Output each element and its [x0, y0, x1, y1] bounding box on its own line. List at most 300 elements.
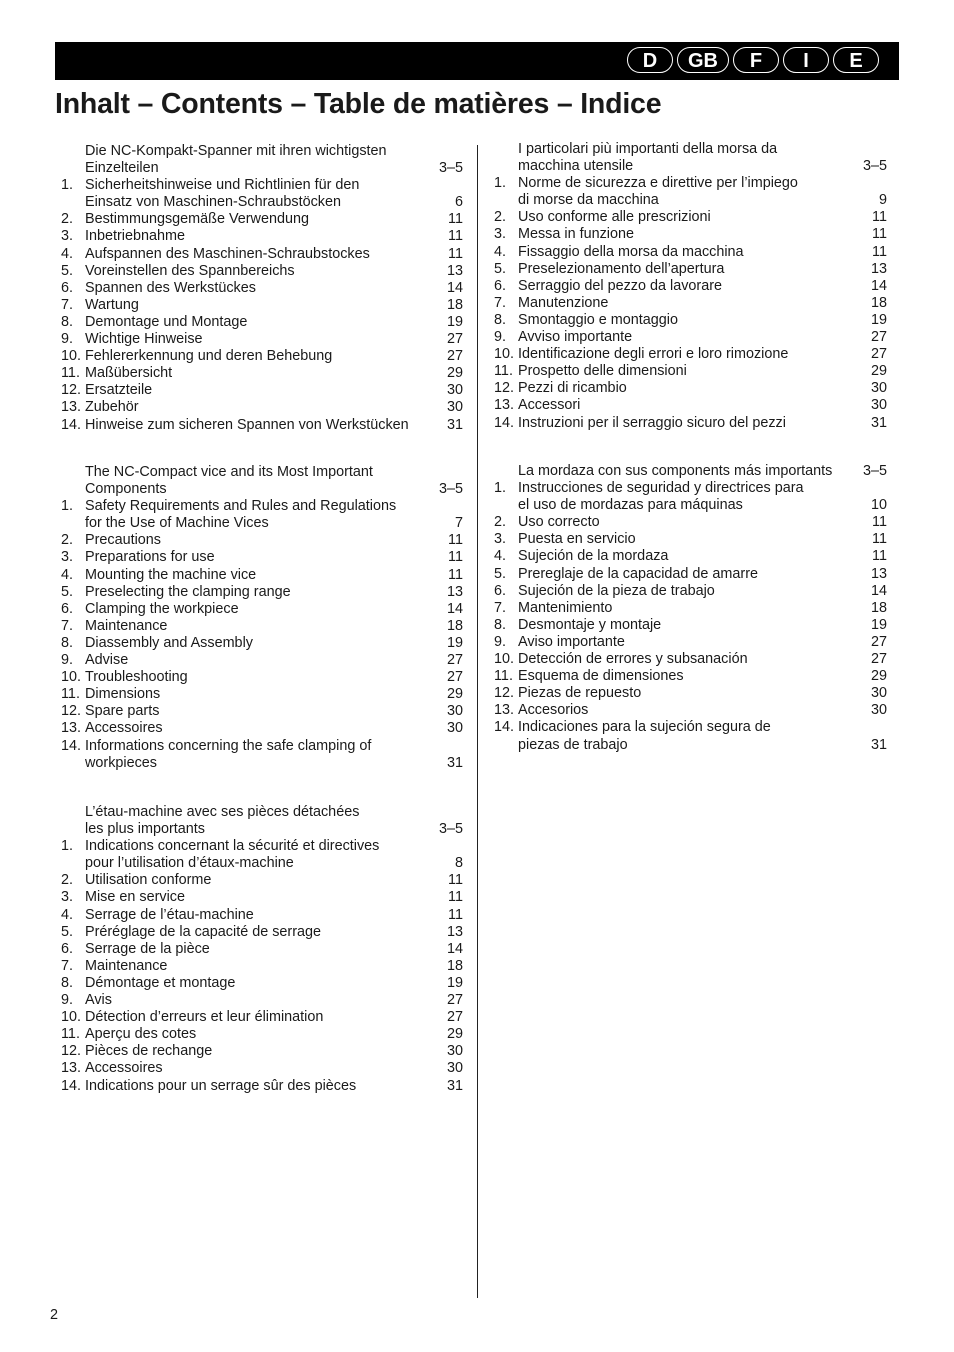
toc-entry-title: pour l’utilisation d’étaux-machine	[85, 855, 294, 872]
toc-entry-title: Einsatz von Maschinen-Schraubstöcken	[85, 194, 341, 211]
toc-entry-title: Fehlererkennung und deren Behebung	[85, 348, 333, 365]
toc-entry-title: Advise	[85, 652, 129, 669]
toc-page-number: 13	[446, 583, 463, 600]
toc-entry-number: 1.	[494, 480, 507, 497]
toc-entry-number: 9.	[494, 329, 507, 346]
toc-entry[interactable]	[488, 329, 887, 346]
toc-entry-number: 5.	[494, 565, 507, 582]
toc-page-number: 18	[870, 294, 887, 311]
toc-entry[interactable]	[55, 382, 463, 399]
toc-entry-number: 4.	[61, 566, 74, 583]
toc-entry[interactable]	[55, 515, 463, 532]
toc-entry-number: 13.	[494, 702, 515, 719]
toc-intro-line	[55, 481, 463, 498]
toc-entry-number: 7.	[61, 957, 74, 974]
toc-entry[interactable]	[55, 755, 463, 772]
toc-page-number: 27	[870, 346, 887, 363]
toc-page-number: 11	[872, 514, 887, 531]
toc-page-number: 19	[446, 974, 463, 991]
toc-entry-number: 3.	[61, 549, 74, 566]
toc-entry[interactable]	[55, 635, 463, 652]
toc-page-number: 30	[446, 1060, 463, 1077]
toc-entry[interactable]	[488, 668, 887, 685]
toc-page-number: 14	[446, 940, 463, 957]
toc-entry[interactable]	[488, 244, 887, 261]
toc-page-number: 30	[446, 399, 463, 416]
toc-entry[interactable]	[488, 685, 887, 702]
toc-page-number: 19	[446, 313, 463, 330]
toc-entry-number: 4.	[61, 245, 74, 262]
toc-page-number: 7	[454, 515, 463, 532]
toc-entry[interactable]	[55, 601, 463, 618]
toc-entry[interactable]	[55, 263, 463, 280]
toc-page-number: 14	[446, 600, 463, 617]
toc-page-number: 11	[448, 245, 463, 262]
toc-entry[interactable]	[55, 652, 463, 669]
toc-entry-title: Maßübersicht	[85, 365, 173, 382]
toc-page-number: 13	[870, 565, 887, 582]
toc-entry-number: 11.	[61, 686, 80, 703]
toc-entry[interactable]	[488, 719, 887, 736]
toc-entry-title: piezas de trabajo	[518, 736, 628, 753]
toc-entry[interactable]	[55, 498, 463, 515]
toc-intro-text: les plus importants	[85, 821, 205, 838]
toc-entry[interactable]	[55, 297, 463, 314]
toc-entry-title: Serrage de l’étau-machine	[85, 906, 254, 923]
toc-entry[interactable]	[55, 924, 463, 941]
toc-section-german	[55, 143, 463, 434]
toc-entry-number: 12.	[61, 382, 82, 399]
toc-page-number: 11	[448, 566, 463, 583]
toc-entry-title: Sicherheitshinweise und Richtlinien für den	[85, 177, 360, 194]
toc-page-number: 29	[446, 686, 463, 703]
toc-entry-number: 11.	[61, 1026, 80, 1043]
toc-entry-number: 8.	[61, 313, 74, 330]
toc-entry[interactable]	[488, 497, 887, 514]
toc-entry-number: 9.	[494, 633, 507, 650]
toc-entry-number: 10.	[61, 669, 82, 686]
toc-entry-number: 6.	[494, 277, 507, 294]
column-divider	[477, 145, 478, 1298]
toc-entry[interactable]	[488, 363, 887, 380]
toc-entry-title: Aufspannen des Maschinen-Schraubstockes	[85, 245, 370, 262]
toc-entry-title: Accesorios	[518, 702, 589, 719]
toc-entry-title: Pièces de rechange	[85, 1043, 213, 1060]
toc-entry-title: Hinweise zum sicheren Spannen von Werkstücken	[85, 416, 409, 433]
toc-entry[interactable]	[55, 228, 463, 245]
toc-entry-title: Sujeción de la pieza de trabajo	[518, 582, 715, 599]
language-badge-f[interactable]: F	[733, 47, 779, 73]
toc-entry-number: 4.	[61, 906, 74, 923]
toc-entry[interactable]	[488, 397, 887, 414]
toc-page-number: 31	[446, 1077, 463, 1094]
toc-entry[interactable]	[55, 348, 463, 365]
toc-entry-number: 1.	[61, 838, 74, 855]
toc-entry-number: 3.	[494, 531, 507, 548]
toc-page-number: 30	[870, 397, 887, 414]
toc-entry[interactable]	[55, 365, 463, 382]
toc-entry-number: 2.	[61, 211, 74, 228]
toc-entry-title: Pezzi di ricambio	[518, 380, 627, 397]
toc-entry[interactable]	[55, 532, 463, 549]
toc-page-number: 27	[870, 329, 887, 346]
toc-entry[interactable]	[488, 192, 887, 209]
toc-entry-title: Indications pour un serrage sûr des pièces	[85, 1077, 357, 1094]
toc-section-italian	[488, 141, 887, 432]
toc-entry-title: Safety Requirements and Rules and Regulations	[85, 498, 397, 515]
toc-entry-title: Esquema de dimensiones	[518, 668, 684, 685]
toc-entry[interactable]	[488, 617, 887, 634]
toc-page-number: 29	[446, 365, 463, 382]
toc-entry-title: Aperçu des cotes	[85, 1026, 197, 1043]
toc-page-number: 27	[446, 669, 463, 686]
toc-intro-line	[55, 821, 463, 838]
toc-entry-title: Spannen des Werkstückes	[85, 279, 256, 296]
toc-entry-number: 4.	[494, 548, 507, 565]
toc-page-number: 31	[870, 414, 887, 431]
toc-entry-number: 14.	[61, 737, 82, 754]
toc-entry-title: Détection d’erreurs et leur élimination	[85, 1009, 324, 1026]
toc-entry-title: Clamping the workpiece	[85, 600, 239, 617]
toc-entry[interactable]	[488, 480, 887, 497]
toc-section-french	[55, 804, 463, 1095]
toc-entry-number: 1.	[494, 175, 507, 192]
page-title: Inhalt – Contents – Table de matières – Indice	[55, 88, 662, 120]
toc-page-number: 30	[446, 382, 463, 399]
toc-entry-title: di morse da macchina	[518, 192, 659, 209]
toc-entry-title: Spare parts	[85, 703, 160, 720]
toc-entry[interactable]	[55, 211, 463, 228]
toc-entry[interactable]	[55, 855, 463, 872]
toc-page-number: 30	[870, 380, 887, 397]
toc-entry-title: Smontaggio e montaggio	[518, 311, 679, 328]
toc-entry-number: 5.	[61, 262, 74, 279]
toc-entry[interactable]	[488, 295, 887, 312]
toc-entry[interactable]	[55, 618, 463, 635]
toc-page-number: 19	[446, 634, 463, 651]
toc-page-number: 31	[870, 736, 887, 753]
toc-entry-title: Démontage et montage	[85, 974, 236, 991]
toc-entry[interactable]	[488, 651, 887, 668]
toc-page-number: 13	[446, 262, 463, 279]
toc-page-number: 27	[870, 651, 887, 668]
toc-entry-number: 14.	[61, 416, 82, 433]
toc-entry-number: 6.	[61, 600, 74, 617]
toc-entry-title: Piezas de repuesto	[518, 685, 642, 702]
toc-entry[interactable]	[488, 583, 887, 600]
toc-page-number: 29	[446, 1026, 463, 1043]
toc-entry-title: el uso de mordazas para máquinas	[518, 497, 743, 514]
toc-entry-number: 1.	[61, 498, 74, 515]
toc-entry[interactable]	[55, 246, 463, 263]
toc-intro-text: macchina utensile	[518, 158, 634, 175]
toc-entry-number: 7.	[494, 599, 507, 616]
toc-page-number: 18	[446, 296, 463, 313]
toc-entry[interactable]	[488, 226, 887, 243]
toc-entry[interactable]	[488, 278, 887, 295]
toc-page-number: 11	[448, 872, 463, 889]
toc-entry-number: 14.	[494, 414, 515, 431]
toc-intro-line	[488, 463, 887, 480]
toc-entry[interactable]	[488, 415, 887, 432]
toc-intro-text: L’étau-machine avec ses pièces détachées	[85, 804, 360, 820]
toc-entry-number: 5.	[61, 923, 74, 940]
toc-intro-text: Die NC-Kompakt-Spanner mit ihren wichtigsten	[85, 143, 387, 159]
toc-entry-number: 8.	[494, 311, 507, 328]
toc-entry-number: 5.	[61, 583, 74, 600]
toc-entry[interactable]	[55, 1009, 463, 1026]
toc-entry-number: 9.	[61, 992, 74, 1009]
toc-entry-number: 11.	[61, 365, 80, 382]
toc-entry-number: 13.	[494, 397, 515, 414]
toc-page-number: 3–5	[438, 481, 463, 498]
toc-entry-title: Avis	[85, 992, 112, 1009]
toc-entry-title: Prospetto delle dimensioni	[518, 363, 687, 380]
page-number: 2	[50, 1307, 59, 1323]
toc-entry-number: 8.	[494, 616, 507, 633]
toc-page-number: 11	[872, 548, 887, 565]
toc-entry-number: 11.	[494, 363, 513, 380]
toc-entry[interactable]	[55, 1026, 463, 1043]
toc-entry-number: 8.	[61, 974, 74, 991]
toc-section-english	[55, 464, 463, 772]
toc-entry-title: Preselezionamento dell’apertura	[518, 260, 725, 277]
toc-entry[interactable]	[488, 737, 887, 754]
toc-page-number: 27	[446, 1009, 463, 1026]
toc-entry-title: Serraggio del pezzo da lavorare	[518, 277, 722, 294]
toc-entry[interactable]	[488, 175, 887, 192]
language-badge-gb[interactable]: GB	[677, 47, 729, 73]
toc-entry[interactable]	[55, 314, 463, 331]
toc-entry-title: Norme de sicurezza e direttive per l’impiego	[518, 175, 798, 192]
toc-entry-number: 6.	[494, 582, 507, 599]
toc-entry-title: Wichtige Hinweise	[85, 331, 203, 348]
toc-entry[interactable]	[55, 194, 463, 211]
toc-entry-number: 14.	[61, 1077, 82, 1094]
toc-page-number: 19	[870, 616, 887, 633]
toc-entry-title: Messa in funzione	[518, 226, 634, 243]
toc-entry-title: Precautions	[85, 532, 161, 549]
toc-entry-number: 13.	[61, 1060, 82, 1077]
toc-entry[interactable]	[55, 417, 463, 434]
toc-entry[interactable]	[55, 1060, 463, 1077]
toc-entry-title: Bestimmungsgemäße Verwendung	[85, 211, 309, 228]
toc-entry-number: 14.	[494, 719, 515, 736]
toc-entry-title: Accessori	[518, 397, 581, 414]
toc-page-number: 18	[446, 957, 463, 974]
toc-page-number: 14	[870, 582, 887, 599]
toc-page-number: 11	[448, 549, 463, 566]
toc-entry-title: Dimensions	[85, 686, 161, 703]
toc-intro-text: Components	[85, 481, 167, 498]
toc-entry-number: 7.	[494, 294, 507, 311]
toc-entry[interactable]	[55, 975, 463, 992]
toc-entry-title: Manutenzione	[518, 294, 609, 311]
toc-entry[interactable]	[55, 720, 463, 737]
toc-page-number: 11	[448, 532, 463, 549]
toc-page-number: 6	[454, 194, 463, 211]
toc-page-number: 11	[448, 228, 463, 245]
toc-entry-number: 7.	[61, 296, 74, 313]
toc-page-number: 31	[446, 416, 463, 433]
toc-page-number: 13	[446, 923, 463, 940]
toc-entry-title: Préréglage de la capacité de serrage	[85, 923, 321, 940]
toc-entry[interactable]	[488, 261, 887, 278]
toc-entry[interactable]	[55, 584, 463, 601]
toc-page-number: 11	[872, 209, 887, 226]
toc-entry[interactable]	[55, 177, 463, 194]
toc-entry-number: 10.	[61, 1009, 82, 1026]
toc-entry-number: 13.	[61, 399, 82, 416]
toc-intro-line	[55, 160, 463, 177]
toc-entry-title: Zubehör	[85, 399, 139, 416]
toc-entry[interactable]	[55, 331, 463, 348]
toc-entry[interactable]	[488, 634, 887, 651]
toc-intro-line	[488, 158, 887, 175]
toc-entry-number: 9.	[61, 331, 74, 348]
toc-page-number: 30	[446, 1043, 463, 1060]
toc-entry-number: 12.	[494, 685, 515, 702]
toc-entry-title: Informations concerning the safe clamping of	[85, 737, 372, 754]
toc-entry[interactable]	[55, 1043, 463, 1060]
toc-entry[interactable]	[488, 209, 887, 226]
toc-entry-title: Aviso importante	[518, 633, 625, 650]
toc-entry[interactable]	[488, 514, 887, 531]
toc-entry-title: Uso correcto	[518, 514, 600, 531]
toc-page-number: 3–5	[862, 463, 887, 479]
toc-entry-number: 10.	[494, 651, 515, 668]
toc-page-number: 19	[870, 311, 887, 328]
toc-entry-title: Instruzioni per il serraggio sicuro del pezzi	[518, 414, 786, 431]
toc-page-number: 11	[448, 906, 463, 923]
toc-entry-title: Puesta en servicio	[518, 531, 636, 548]
toc-entry-title: Troubleshooting	[85, 669, 188, 686]
toc-intro-line	[488, 141, 887, 158]
toc-entry-number: 10.	[494, 346, 515, 363]
toc-page-number: 29	[870, 363, 887, 380]
toc-entry-title: Ersatzteile	[85, 382, 153, 399]
toc-entry-number: 11.	[494, 668, 513, 685]
toc-entry-title: Maintenance	[85, 957, 168, 974]
toc-entry[interactable]	[55, 872, 463, 889]
toc-entry-number: 6.	[61, 279, 74, 296]
toc-entry[interactable]	[488, 531, 887, 548]
toc-entry[interactable]	[55, 703, 463, 720]
toc-entry[interactable]	[488, 346, 887, 363]
toc-entry[interactable]	[488, 380, 887, 397]
toc-entry[interactable]	[55, 1078, 463, 1095]
toc-entry-title: Instrucciones de seguridad y directrices para	[518, 480, 804, 497]
toc-intro-line	[55, 464, 463, 481]
toc-entry[interactable]	[488, 312, 887, 329]
toc-entry[interactable]	[488, 702, 887, 719]
toc-entry-number: 2.	[494, 209, 507, 226]
language-selector	[627, 47, 879, 73]
toc-entry-title: Desmontaje y montaje	[518, 616, 662, 633]
toc-entry-number: 10.	[61, 348, 82, 365]
toc-entry-number: 12.	[494, 380, 515, 397]
language-badge-i[interactable]: I	[783, 47, 829, 73]
toc-entry-title: Inbetriebnahme	[85, 228, 186, 245]
toc-entry-number: 1.	[61, 177, 74, 194]
toc-entry-number: 13.	[61, 720, 82, 737]
toc-entry-title: Maintenance	[85, 617, 168, 634]
toc-page-number: 30	[446, 703, 463, 720]
toc-intro-line	[55, 804, 463, 821]
toc-page-number: 3–5	[862, 158, 887, 175]
toc-entry-title: Indications concernant la sécurité et directives	[85, 838, 380, 855]
toc-entry[interactable]	[55, 669, 463, 686]
toc-entry[interactable]	[55, 549, 463, 566]
toc-entry[interactable]	[488, 566, 887, 583]
toc-page-number: 13	[870, 260, 887, 277]
toc-entry-title: Mise en service	[85, 889, 185, 906]
toc-entry[interactable]	[55, 958, 463, 975]
toc-page-number: 18	[446, 617, 463, 634]
toc-page-number: 3–5	[438, 821, 463, 838]
toc-entry[interactable]	[55, 399, 463, 416]
toc-entry[interactable]	[488, 548, 887, 565]
toc-entry-title: Voreinstellen des Spannbereichs	[85, 262, 295, 279]
toc-entry[interactable]	[55, 941, 463, 958]
toc-entry[interactable]	[488, 600, 887, 617]
toc-entry[interactable]	[55, 907, 463, 924]
toc-intro-text: The NC-Compact vice and its Most Important	[85, 464, 373, 480]
toc-entry[interactable]	[55, 889, 463, 906]
toc-intro-text: La mordaza con sus components más importants	[518, 463, 833, 479]
toc-intro-text: Einzelteilen	[85, 160, 159, 177]
toc-entry-title: Demontage und Montage	[85, 313, 248, 330]
toc-page-number: 27	[446, 348, 463, 365]
toc-entry-title: Indicaciones para la sujeción segura de	[518, 719, 771, 736]
toc-entry-title: Preparations for use	[85, 549, 215, 566]
toc-intro-line	[55, 143, 463, 160]
toc-entry-title: for the Use of Machine Vices	[85, 515, 269, 532]
toc-entry[interactable]	[55, 280, 463, 297]
toc-entry-title: Avviso importante	[518, 329, 633, 346]
toc-intro-text: I particolari più importanti della morsa da	[518, 141, 778, 157]
toc-entry[interactable]	[55, 567, 463, 584]
toc-entry[interactable]	[55, 838, 463, 855]
toc-entry-title: Utilisation conforme	[85, 872, 212, 889]
toc-entry-number: 2.	[61, 872, 74, 889]
toc-entry-number: 8.	[61, 634, 74, 651]
toc-page-number: 27	[446, 331, 463, 348]
toc-entry-title: Sujeción de la mordaza	[518, 548, 669, 565]
toc-entry[interactable]	[55, 738, 463, 755]
toc-entry-title: Detección de errores y subsanación	[518, 651, 748, 668]
toc-entry[interactable]	[55, 686, 463, 703]
toc-page-number: 27	[870, 633, 887, 650]
toc-page-number: 14	[446, 279, 463, 296]
toc-entry-title: Accessoires	[85, 1060, 163, 1077]
toc-entry-title: Prereglaje de la capacidad de amarre	[518, 565, 758, 582]
toc-entry-title: Serrage de la pièce	[85, 940, 210, 957]
toc-entry-title: Uso conforme alle prescrizioni	[518, 209, 711, 226]
toc-entry-number: 7.	[61, 617, 74, 634]
toc-entry-number: 3.	[61, 228, 74, 245]
language-badge-e[interactable]: E	[833, 47, 879, 73]
toc-entry-title: Diassembly and Assembly	[85, 634, 253, 651]
toc-page-number: 9	[878, 192, 887, 209]
toc-page-number: 18	[870, 599, 887, 616]
toc-entry-title: Mounting the machine vice	[85, 566, 257, 583]
toc-page-number: 11	[872, 531, 887, 548]
language-badge-d[interactable]: D	[627, 47, 673, 73]
toc-page-number: 10	[870, 497, 887, 514]
toc-page-number: 11	[448, 889, 463, 906]
toc-entry[interactable]	[55, 992, 463, 1009]
